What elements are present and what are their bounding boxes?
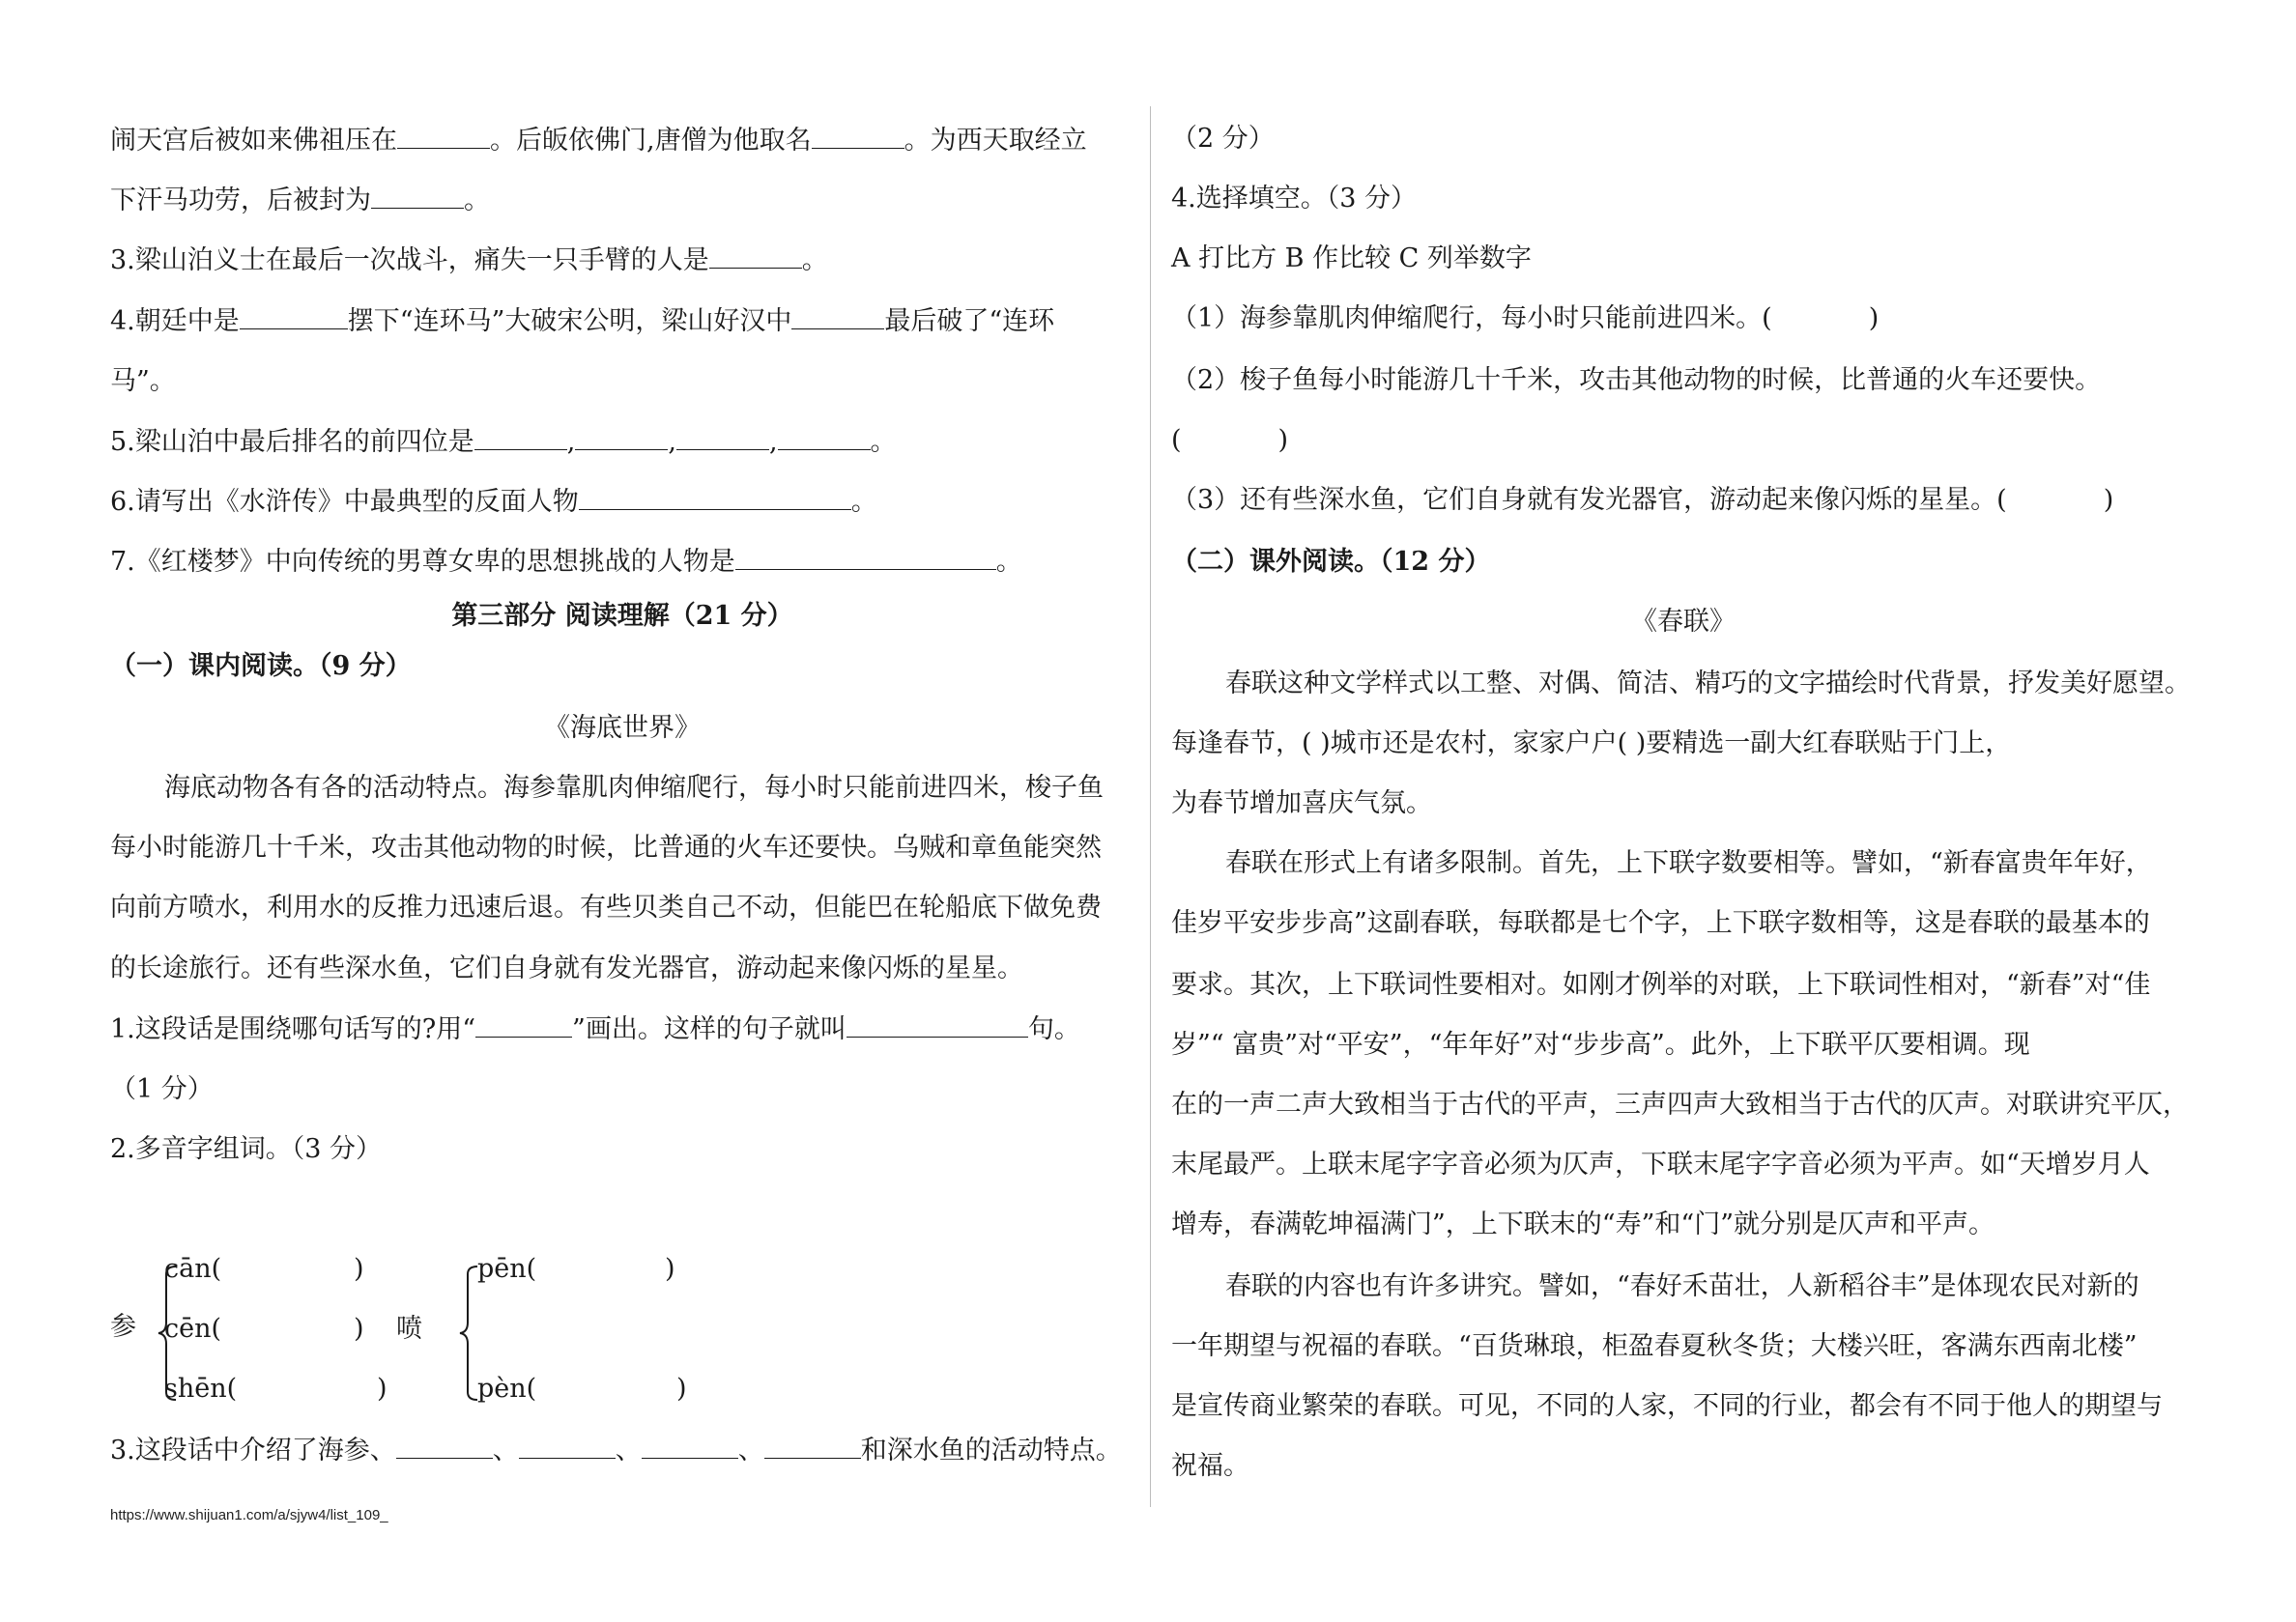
line-3 (110, 243, 828, 278)
blank[interactable] (371, 185, 464, 209)
pinyin-can1: cān( (164, 1254, 222, 1284)
passage-line: 一年期望与祝福的春联。“百货琳琅，柜盈春夏秋冬货；大楼兴旺，客满东西南北楼” (1171, 1331, 2138, 1361)
text: 4.朝廷中是 (110, 306, 240, 336)
line-7 (110, 485, 877, 520)
text: 摆下“连环马”大破宋公明，梁山好汉中 (347, 306, 792, 336)
line-2 (110, 184, 490, 218)
text: , (566, 427, 576, 457)
passage-title: 《海底世界》 (544, 713, 701, 743)
paren-close: ) (676, 1374, 687, 1404)
text: 和深水鱼的活动特点。 (860, 1436, 1122, 1465)
blank[interactable] (709, 244, 802, 269)
text: 。为西天取经立 (904, 126, 1087, 156)
pinyin-can3: shēn( (164, 1374, 238, 1404)
blank[interactable] (764, 1435, 861, 1459)
text: 闹天宫后被如来佛祖压在 (110, 126, 397, 156)
section-heading: （一）课内阅读。（9 分） (110, 651, 412, 681)
blank[interactable] (778, 426, 871, 450)
part-heading: 第三部分 阅读理解（21 分） (451, 601, 793, 631)
choice-2-answer (1171, 423, 1288, 458)
passage-line: 要求。其次，上下联词性要相对。如刚才例举的对联，上下联词性相对，“新春”对“佳 (1171, 970, 2151, 1000)
pinyin-pen2: pèn( (477, 1374, 537, 1404)
question-2: 2.多音字组词。（3 分） (110, 1134, 383, 1164)
passage-line: 增寿，春满乾坤福满门”，上下联末的“寿”和“门”就分别是仄声和平声。 (1171, 1209, 1995, 1239)
text: 、 (737, 1436, 764, 1465)
passage-line: 在的一声二声大致相当于古代的平声，三声四声大致相当于古代的仄声。对联讲究平仄， (1171, 1090, 2189, 1120)
passage-line: 的长途旅行。还有些深水鱼，它们自身就有发光器官，游动起来像闪烁的星星。 (110, 953, 1023, 983)
text: 1.这段话是围绕哪句话写的?用“ (110, 1014, 476, 1044)
passage-title: 《春联》 (1631, 607, 1736, 637)
text: ) (1868, 303, 1880, 333)
passage-line: 祝福。 (1171, 1451, 1249, 1481)
text: 。 (995, 547, 1022, 577)
text: , (768, 427, 778, 457)
text: ”画出。这样的句子就叫 (572, 1014, 847, 1044)
text: 。 (870, 427, 897, 457)
blank[interactable] (575, 426, 668, 450)
paren-close: ) (377, 1374, 387, 1404)
text: ) (2103, 485, 2114, 515)
line-6 (110, 425, 897, 460)
text: 7.《红楼梦》中向传统的男尊女卑的思想挑战的人物是 (110, 547, 735, 577)
text: 、 (492, 1436, 519, 1465)
choice-3 (1171, 483, 2113, 518)
question-4: 4.选择填空。（3 分） (1171, 184, 1418, 213)
text: （1）海参靠肌肉伸缩爬行，每小时只能前进四米。( (1171, 303, 1772, 333)
blank[interactable] (396, 1435, 493, 1459)
passage-line: 末尾最严。上联末尾字字音必须为仄声，下联末尾字字音必须为平声。如“天增岁月人 (1171, 1150, 2150, 1180)
choice-1 (1171, 301, 1879, 336)
text: 下汗马功劳，后被封为 (110, 185, 371, 215)
footer-url[interactable]: https://www.shijuan1.com/a/sjyw4/list_109_ (110, 1507, 388, 1523)
text: , (668, 427, 676, 457)
text: 。后皈依佛门,唐僧为他取名 (490, 126, 812, 156)
text: ) (1277, 425, 1289, 455)
passage-line: 每逢春节，( )城市还是农村，家家户户( )要精选一副大红春联贴于门上， (1171, 728, 2012, 758)
pinyin-pen1: pēn( (477, 1254, 537, 1284)
line-1 (110, 124, 1087, 158)
options: A 打比方 B 作比较 C 列举数字 (1171, 243, 1532, 273)
passage-line: 春联在形式上有诸多限制。首先，上下联字数要相等。譬如，“新春富贵年年好， (1225, 848, 2152, 878)
column-divider (1150, 106, 1151, 1507)
blank[interactable] (519, 1435, 616, 1459)
question-3 (110, 1434, 1122, 1468)
brace-right (439, 1261, 481, 1406)
text: 。 (464, 185, 490, 215)
text: 5.梁山泊中最后排名的前四位是 (110, 427, 474, 457)
passage-line: 春联的内容也有许多讲究。譬如，“春好禾苗壮，人新稻谷丰”是体现农民对新的 (1225, 1271, 2139, 1301)
text: 、 (615, 1436, 642, 1465)
blank[interactable] (475, 1013, 572, 1038)
paren-close: ) (354, 1314, 364, 1344)
blank[interactable] (397, 125, 490, 149)
blank[interactable] (791, 305, 884, 329)
blank[interactable] (812, 125, 904, 149)
paren-close: ) (354, 1254, 364, 1284)
passage-line: 佳岁平安步步高”这副春联，每联都是七个字，上下联字数相等，这是春联的最基本的 (1171, 908, 2150, 938)
line-4 (110, 304, 1054, 339)
score: （1 分） (110, 1074, 214, 1104)
blank[interactable] (847, 1013, 1028, 1038)
text: 。 (801, 245, 828, 275)
passage-line: 春联这种文学样式以工整、对偶、简洁、精巧的文字描绘时代背景，抒发美好愿望。 (1225, 669, 2191, 698)
passage-line: 向前方喷水，利用水的反推力迅速后退。有些贝类自己不动，但能巴在轮船底下做免费 (110, 893, 1102, 923)
blank[interactable] (676, 426, 769, 450)
text: （3）还有些深水鱼，它们自身就有发光器官，游动起来像闪烁的星星。( (1171, 485, 2007, 515)
line-5: 马”。 (110, 366, 176, 396)
text: 6.请写出《水浒传》中最典型的反面人物 (110, 487, 579, 517)
passage-line: 海底动物各有各的活动特点。海参靠肌肉伸缩爬行，每小时只能前进四米，梭子鱼 (164, 773, 1104, 803)
score: （2 分） (1171, 124, 1275, 154)
choice-2: （2）梭子鱼每小时能游几十千米，攻击其他动物的时候，比普通的火车还要快。 (1171, 365, 2102, 395)
char-pen: 喷 (396, 1314, 422, 1344)
passage-line: 为春节增加喜庆气氛。 (1171, 788, 1432, 818)
passage-line: 每小时能游几十千米，攻击其他动物的时候，比普通的火车还要快。乌贼和章鱼能突然 (110, 833, 1102, 863)
text: 。 (850, 487, 877, 517)
line-8 (110, 545, 1022, 580)
blank[interactable] (642, 1435, 738, 1459)
question-1 (110, 1012, 1080, 1047)
char-can: 参 (110, 1312, 136, 1342)
passage-line: 岁”“ 富贵”对“平安”，“年年好”对“步步高”。此外，上下联平仄要相调。现 (1171, 1030, 2030, 1060)
text: 3.梁山泊义士在最后一次战斗，痛失一只手臂的人是 (110, 245, 709, 275)
text: 3.这段话中介绍了海参、 (110, 1436, 396, 1465)
paren-close: ) (665, 1254, 675, 1284)
section-heading: （二）课外阅读。（12 分） (1171, 547, 1491, 577)
blank[interactable] (579, 486, 851, 510)
pinyin-can2: cēn( (164, 1314, 222, 1344)
text: 句。 (1027, 1014, 1080, 1044)
text: 最后破了“连环 (884, 306, 1055, 336)
blank[interactable] (735, 546, 996, 570)
text: ( (1171, 425, 1182, 455)
passage-line: 是宣传商业繁荣的春联。可见，不同的人家，不同的行业，都会有不同于他人的期望与 (1171, 1391, 2163, 1421)
blank[interactable] (474, 426, 567, 450)
blank[interactable] (240, 305, 348, 329)
